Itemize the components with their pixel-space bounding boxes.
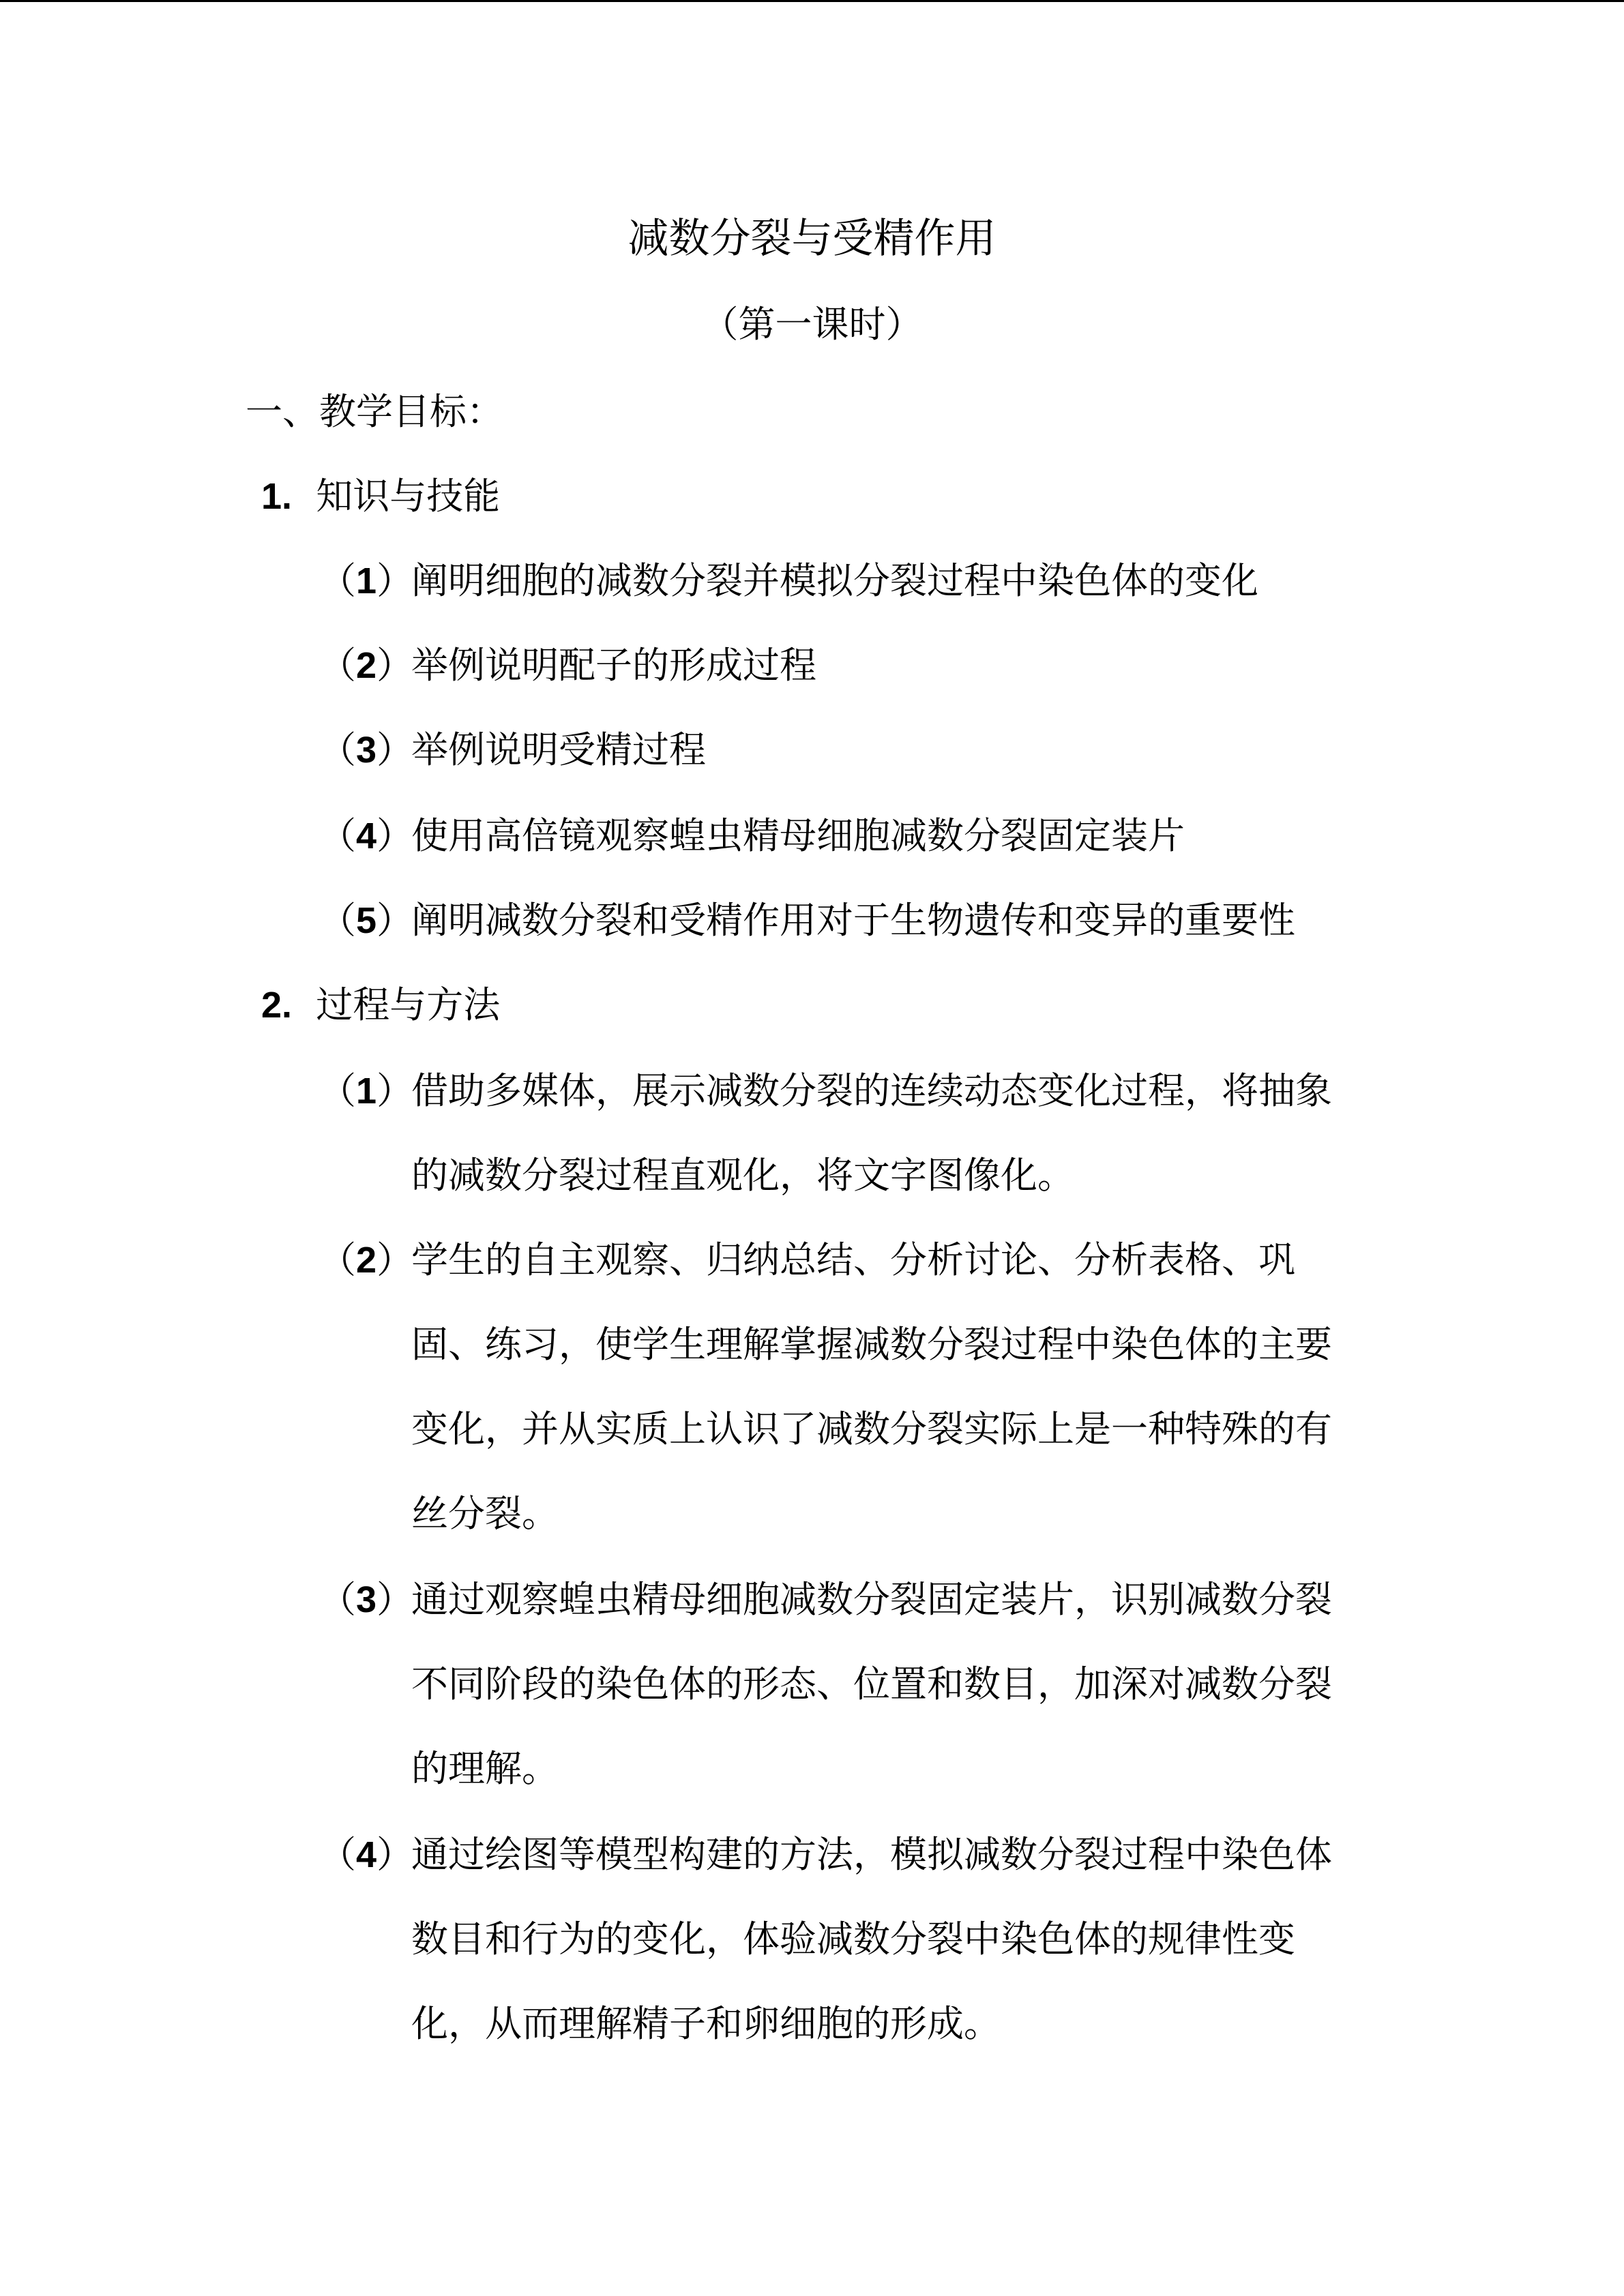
list-item-line: 通过绘图等模型构建的方法，模拟减数分裂过程中染色体 xyxy=(411,1833,1332,1876)
item-number: （2） xyxy=(319,1238,414,1281)
list-item-line: 不同阶段的染色体的形态、位置和数目，加深对减数分裂 xyxy=(411,1663,1332,1705)
subsection-process-methods xyxy=(261,971,500,1039)
list-item-text: 使用高倍镜观察蝗虫精母细胞减数分裂固定装片 xyxy=(411,814,1185,857)
document-subtitle: （第一课时） xyxy=(701,303,923,346)
document-title: 减数分裂与受精作用 xyxy=(628,215,996,263)
item-number: （2） xyxy=(319,644,414,687)
list-item-line: 固、练习，使学生理解掌握减数分裂过程中染色体的主要 xyxy=(411,1323,1332,1366)
item-number: （1） xyxy=(319,1069,414,1112)
list-item-line: 变化，并从实质上认识了减数分裂实际上是一种特殊的有 xyxy=(411,1407,1332,1450)
item-number: （5） xyxy=(319,899,414,942)
list-item-line: 学生的自主观察、归纳总结、分析讨论、分析表格、巩 xyxy=(411,1238,1295,1281)
subsection-number: 1. xyxy=(261,476,293,517)
list-item-text: 阐明细胞的减数分裂并模拟分裂过程中染色体的变化 xyxy=(411,559,1258,602)
section-heading-objectives: 一、教学目标： xyxy=(246,390,503,433)
list-item-line: 的减数分裂过程直观化，将文字图像化。 xyxy=(411,1154,1074,1197)
list-item-text: 阐明减数分裂和受精作用对于生物遗传和变异的重要性 xyxy=(411,899,1295,942)
item-number: （4） xyxy=(319,814,414,857)
list-item-line: 丝分裂。 xyxy=(411,1492,559,1535)
list-item-line: 化，从而理解精子和卵细胞的形成。 xyxy=(411,2002,1001,2045)
top-border-line xyxy=(0,0,1624,2)
item-number: （1） xyxy=(319,559,414,602)
item-number: （4） xyxy=(319,1833,414,1876)
list-item-text: 举例说明受精过程 xyxy=(411,728,706,771)
subsection-label: 知识与技能 xyxy=(316,475,501,518)
list-item-line: 的理解。 xyxy=(411,1747,559,1790)
item-number: （3） xyxy=(319,1578,414,1621)
subsection-label: 过程与方法 xyxy=(316,983,501,1026)
list-item-line: 借助多媒体，展示减数分裂的连续动态变化过程，将抽象 xyxy=(411,1069,1332,1112)
list-item-line: 通过观察蝗虫精母细胞减数分裂固定装片，识别减数分裂 xyxy=(411,1578,1332,1621)
subsection-knowledge-skills xyxy=(261,462,500,531)
item-number: （3） xyxy=(319,728,414,771)
list-item-text: 举例说明配子的形成过程 xyxy=(411,644,816,687)
subsection-number: 2. xyxy=(261,985,293,1026)
list-item-line: 数目和行为的变化，体验减数分裂中染色体的规律性变 xyxy=(411,1918,1295,1960)
